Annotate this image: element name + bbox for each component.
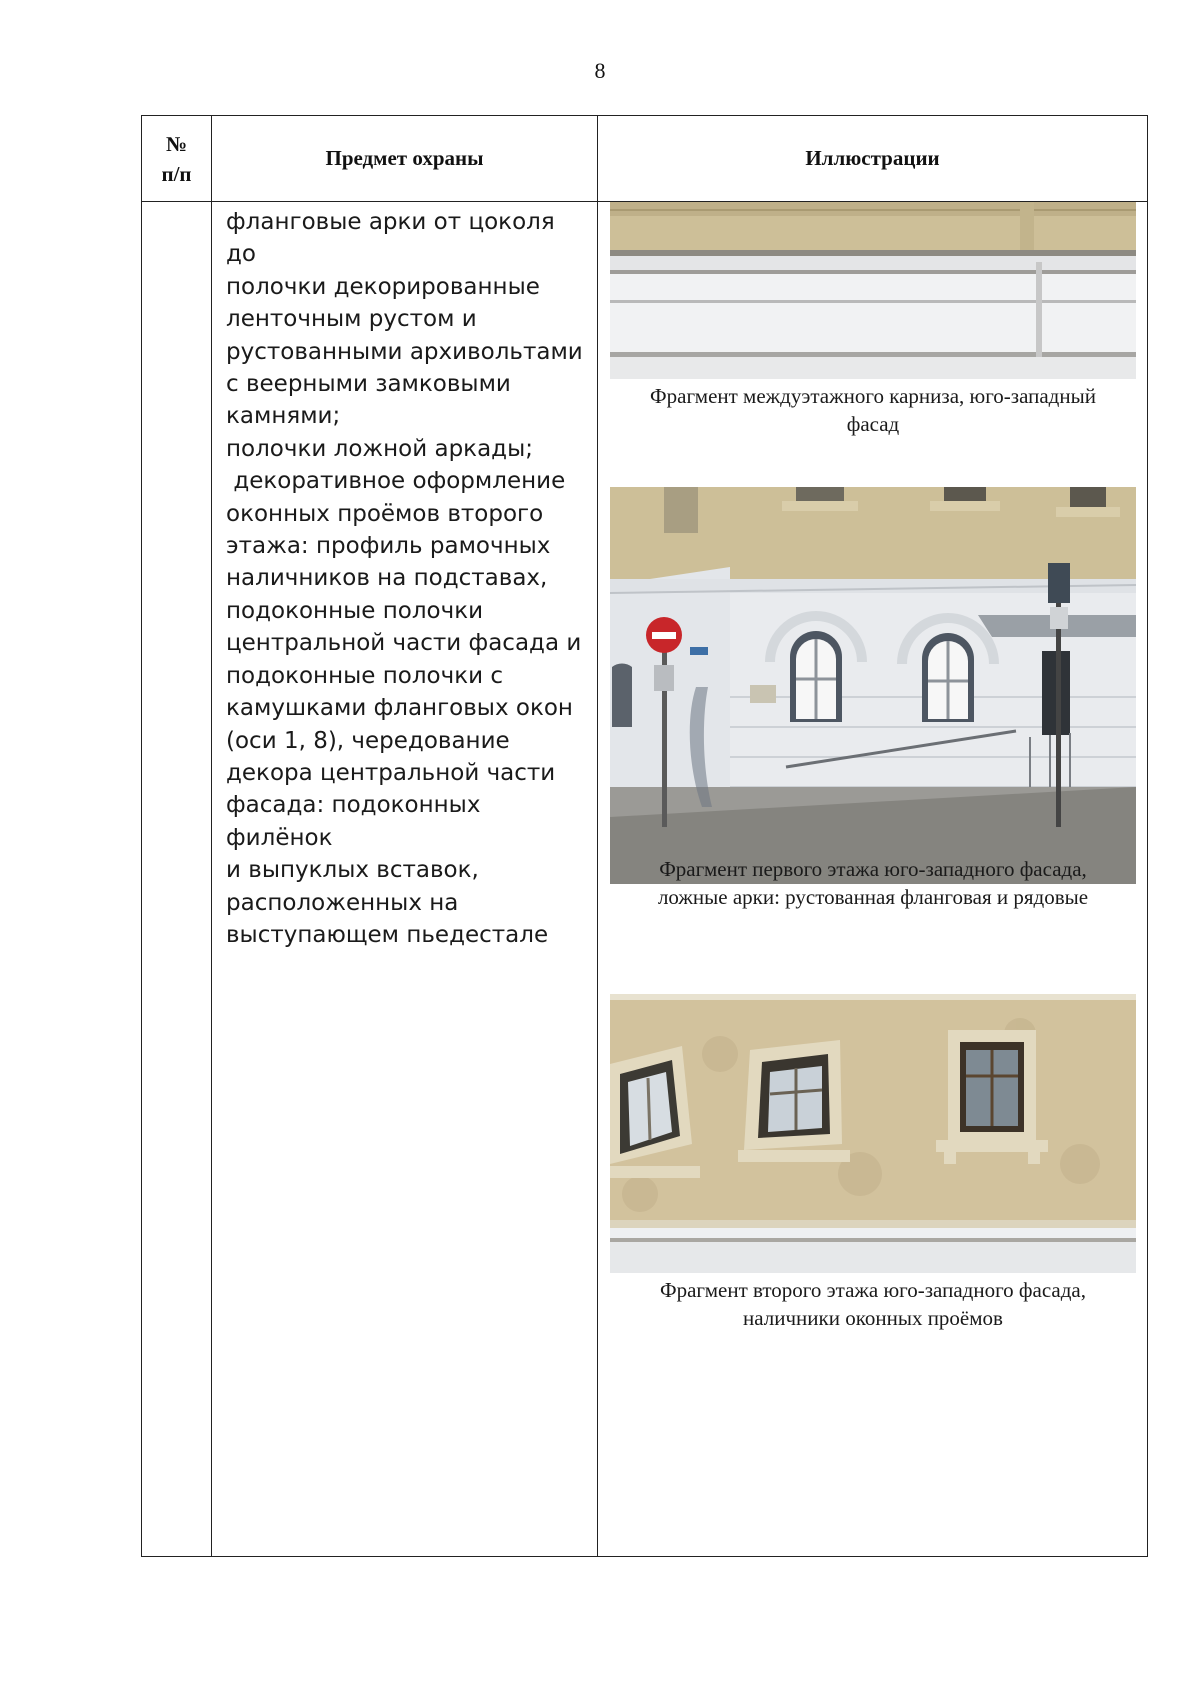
second-floor-caption-text: Фрагмент второго этажа юго-западного фасада, наличники оконных проёмов bbox=[659, 1278, 1087, 1330]
first-floor-photo bbox=[610, 487, 1136, 884]
subject-cell bbox=[212, 202, 598, 1557]
header-subject: Предмет охраны bbox=[212, 116, 598, 202]
first-floor-caption bbox=[598, 855, 1147, 911]
header-number bbox=[142, 116, 212, 202]
row-number-cell bbox=[142, 202, 212, 1557]
cornice-caption bbox=[598, 382, 1147, 438]
header-illustrations: Иллюстрации bbox=[598, 116, 1148, 202]
second-floor-photo-image bbox=[610, 994, 1136, 1273]
cornice-caption-text: Фрагмент междуэтажного карниза, юго-западный фасад bbox=[650, 384, 1096, 436]
protection-table bbox=[141, 115, 1148, 1557]
table-row bbox=[142, 202, 1148, 1557]
illustrations-cell bbox=[598, 202, 1148, 1557]
subject-text: фланговые арки от цоколя до полочки декорированные ленточным рустом и рустованными архивольтами с веерными замковыми камнями; полочки ложной аркады; декоративное оформление оконных проёмов второго этажа: профиль рамочных наличников на подставах, подоконные полочки центральной части фасада и подоконные полочки с камушками фланговых окон (оси 1, 8), чередование декора центральной части фасада: подоконных филёнок и выпуклых вставок, расположенных на выступающем пьедестале bbox=[226, 209, 583, 948]
second-floor-photo bbox=[610, 994, 1136, 1273]
first-floor-caption-text: Фрагмент первого этажа юго-западного фасада, ложные арки: рустованная фланговая и рядовые bbox=[657, 857, 1089, 909]
illustrations-area bbox=[598, 202, 1147, 1556]
second-floor-caption bbox=[598, 1276, 1147, 1332]
first-floor-photo-image bbox=[610, 487, 1136, 884]
table-header-row bbox=[142, 116, 1148, 202]
page-number: 8 bbox=[594, 58, 606, 83]
cornice-photo bbox=[610, 202, 1136, 379]
cornice-photo-image bbox=[610, 202, 1136, 379]
header-number-label: № п/п bbox=[161, 131, 192, 186]
